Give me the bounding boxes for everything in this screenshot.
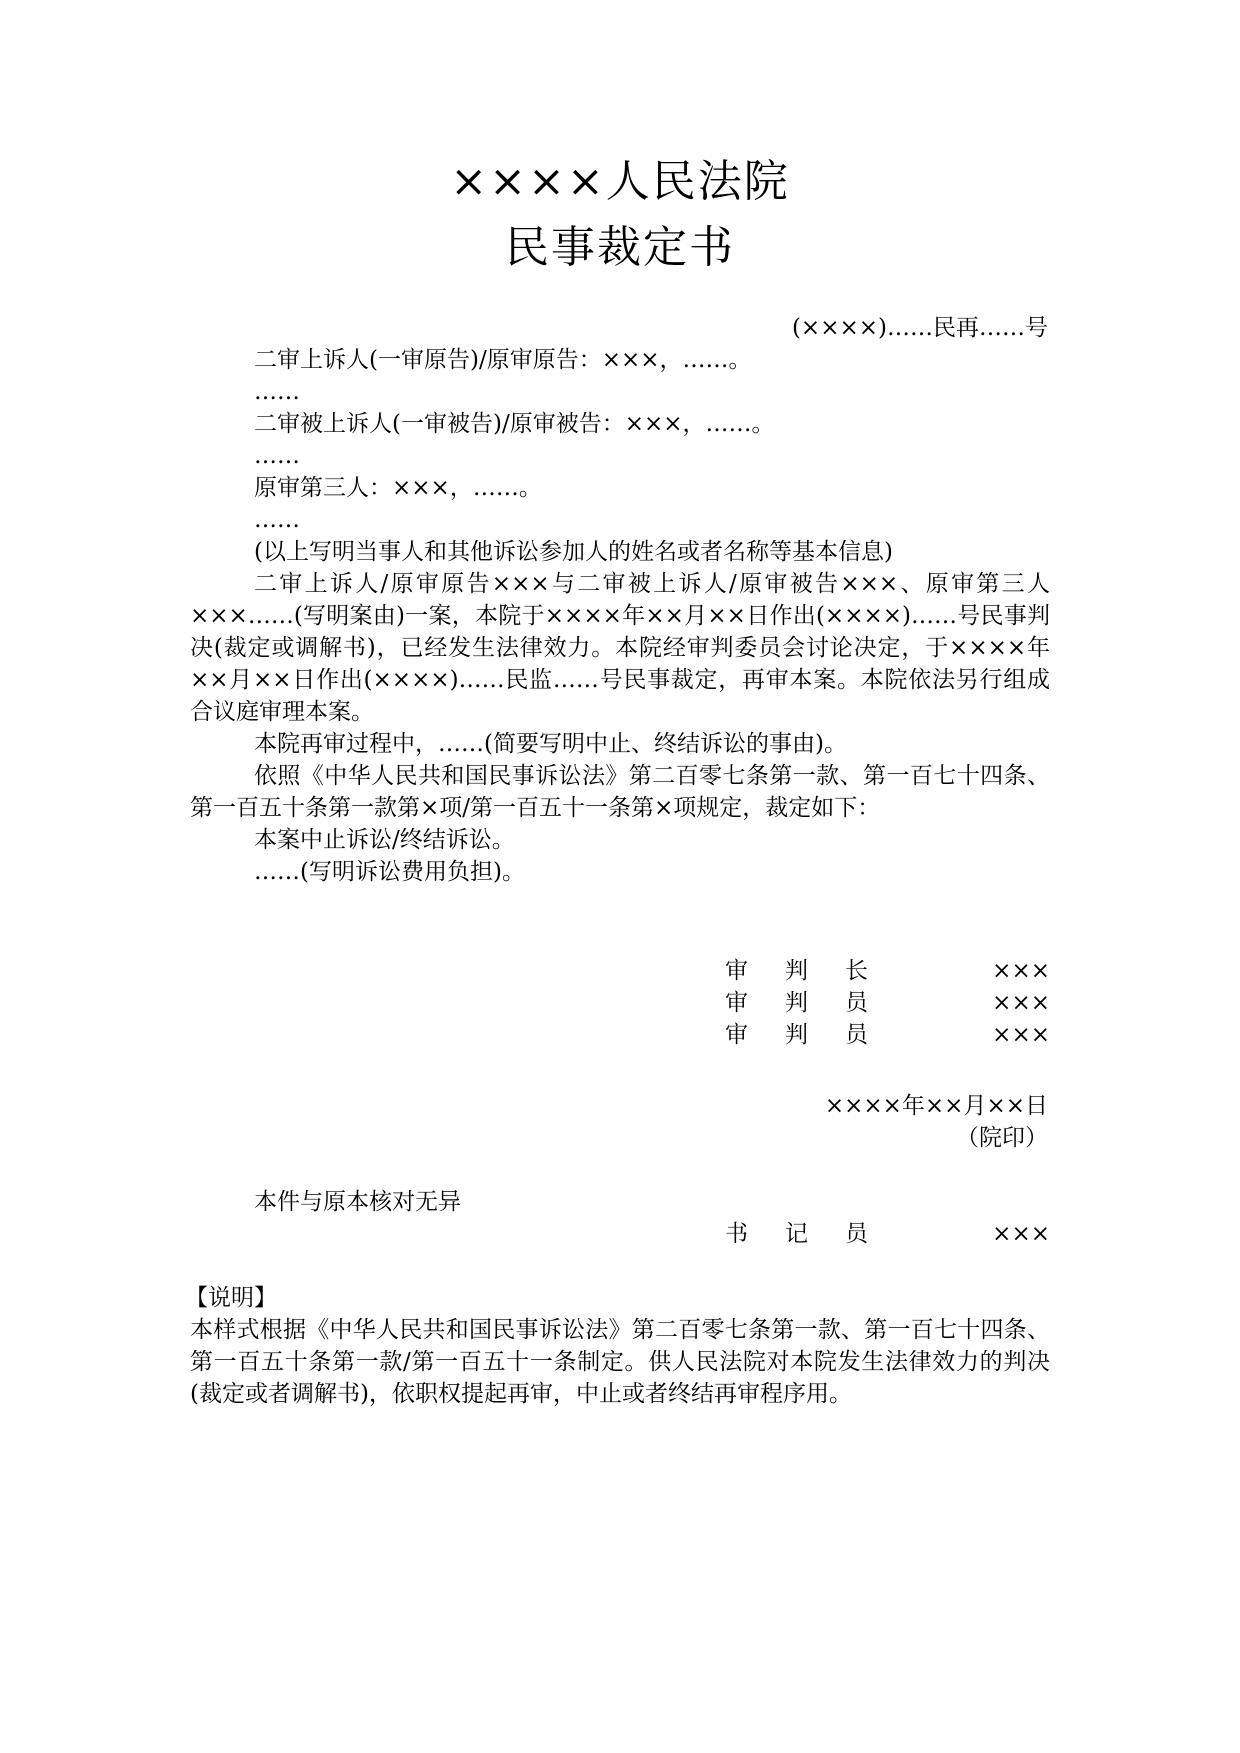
signature-judge xyxy=(725,987,1050,1019)
retrial-reason-paragraph: 本院再审过程中，……(简要写明中止、终结诉讼的事由)。 xyxy=(254,731,847,757)
party-appellee: 二审被上诉人(一审被告)/原审被告：×××，……。 xyxy=(254,411,775,437)
sig-char: 审 xyxy=(725,990,748,1016)
party-appellant: 二审上诉人(一审原告)/原审原告：×××，……。 xyxy=(254,347,752,373)
document-type-title: 民事裁定书 xyxy=(505,222,735,273)
signature-judge xyxy=(725,1019,1050,1051)
court-seal: （院印） xyxy=(956,1125,1048,1151)
sig-char: 员 xyxy=(845,990,868,1016)
sig-char: 书 xyxy=(725,1221,748,1247)
note-text: 本样式根据《中华人民共和国民事诉讼法》第二百零七条第一款、第一百七十四条、第一百五十条第一款/第一百五十一条制定。供人民法院对本院发生法律效力的判决(裁定或者调解书)，依职权提起再审，中止或者终结再审程序用。 xyxy=(190,1317,1050,1407)
sig-char: 审 xyxy=(725,958,748,984)
sig-char: 判 xyxy=(785,958,808,984)
signature-name: ××× xyxy=(992,1221,1050,1247)
sig-char: 审 xyxy=(725,1022,748,1048)
signature-name: ××× xyxy=(992,958,1050,984)
party-ellipsis: …… xyxy=(254,379,300,405)
sig-char: 长 xyxy=(845,958,868,984)
signature-presiding-judge xyxy=(725,955,1050,987)
signature-name: ××× xyxy=(992,990,1050,1016)
case-background-paragraph: 二审上诉人/原审原告×××与二审被上诉人/原审被告×××、原审第三人×××……(写明案由)一案，本院于××××年××月××日作出(××××)……号民事判决(裁定或调解书)，已经发生法律效力。本院经审判委员会讨论决定，于××××年××月××日作出(××××)……民监……号民事裁定，再审本案。本院依法另行组成合议庭审理本案。 xyxy=(190,571,1050,725)
ruling-date: ××××年××月××日 xyxy=(824,1093,1048,1119)
sig-char: 判 xyxy=(785,990,808,1016)
court-name: ××××人民法院 xyxy=(450,156,790,207)
signature-clerk xyxy=(725,1218,1050,1250)
sig-char: 判 xyxy=(785,1022,808,1048)
party-ellipsis: …… xyxy=(254,443,300,469)
party-ellipsis: …… xyxy=(254,507,300,533)
sig-char: 员 xyxy=(845,1022,868,1048)
costs-paragraph: ……(写明诉讼费用负担)。 xyxy=(254,859,525,885)
ruling-paragraph: 本案中止诉讼/终结诉讼。 xyxy=(254,827,515,853)
verification-statement: 本件与原本核对无异 xyxy=(254,1189,461,1215)
note-heading: 【说明】 xyxy=(185,1285,277,1311)
party-note: (以上写明当事人和其他诉讼参加人的姓名或者名称等基本信息) xyxy=(254,539,893,565)
party-third: 原审第三人：×××，……。 xyxy=(254,475,542,501)
signature-name: ××× xyxy=(992,1022,1050,1048)
sig-char: 员 xyxy=(845,1221,868,1247)
case-number: (××××)……民再……号 xyxy=(791,315,1048,341)
legal-basis-paragraph: 依照《中华人民共和国民事诉讼法》第二百零七条第一款、第一百七十四条、第一百五十条第一款第×项/第一百五十一条第×项规定，裁定如下： xyxy=(190,763,1050,821)
sig-char: 记 xyxy=(785,1221,808,1247)
